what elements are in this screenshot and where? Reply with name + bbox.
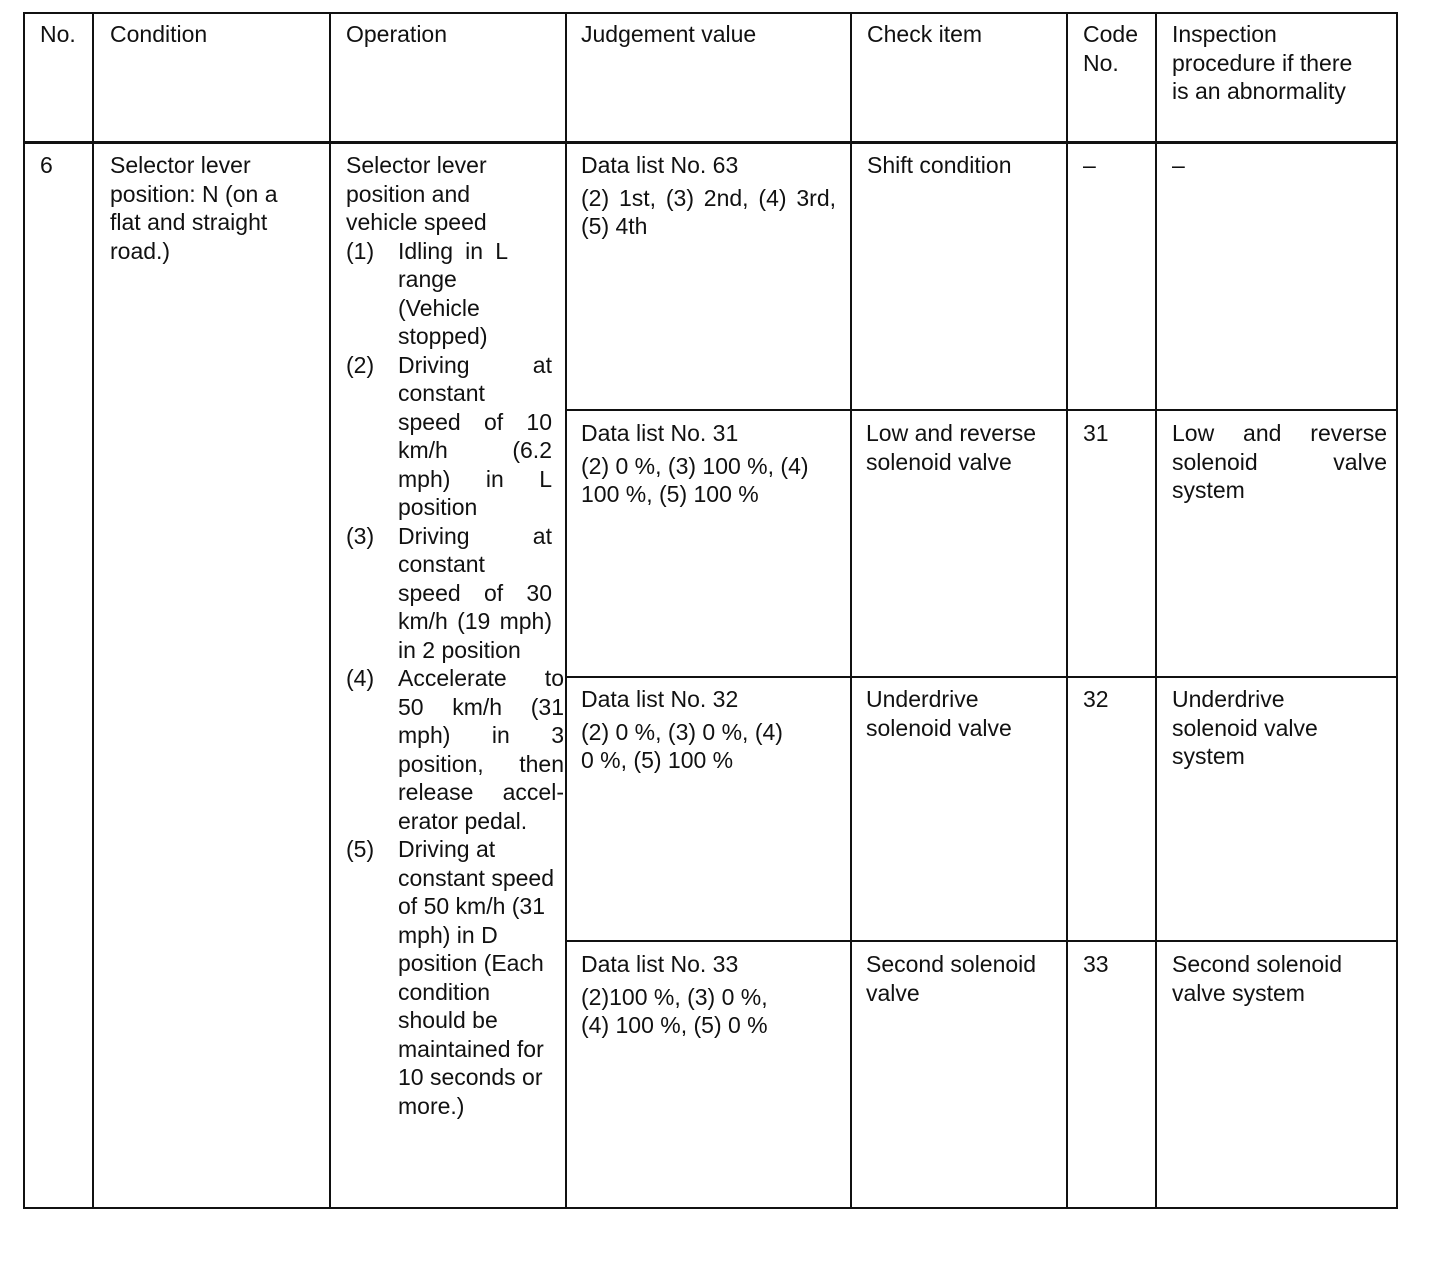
header-code-no: Code No. [1083, 21, 1138, 76]
operation-step-5 [346, 835, 562, 1120]
operation-step-1 [346, 237, 562, 351]
header-check-item: Check item [867, 21, 983, 47]
judgement-values: (2)100 %, (3) 0 %, (4) 100 %, (5) 0 % [581, 983, 768, 1038]
operation-step-number: (1) [346, 237, 375, 264]
header-divider [23, 141, 1398, 144]
col-divider-2 [329, 12, 331, 1209]
subrow-divider-1 [566, 409, 1398, 411]
subrow-divider-3 [566, 940, 1398, 942]
row-condition: Selector lever position: N (on a flat and straight road.) [110, 152, 278, 264]
operation-step-number: (5) [346, 836, 375, 862]
code-no-cell: 33 [1083, 951, 1109, 977]
col-divider-5 [1066, 12, 1068, 1209]
judgement-values: (2) 0 %, (3) 0 %, (4) 0 %, (5) 100 % [581, 718, 783, 773]
check-item-cell: Second solenoid valve [866, 951, 1037, 1006]
operation-step-text: Driving at constant speed of 30 km/h (19 mph) in 2 position [398, 522, 552, 663]
operation-step-number: (2) [346, 351, 375, 378]
code-no-cell: – [1083, 152, 1096, 178]
header-no: No. [40, 21, 76, 47]
header-operation: Operation [346, 21, 448, 47]
inspection-procedure-cell: – [1172, 152, 1185, 178]
operation-step-number: (4) [346, 665, 375, 691]
operation-intro: Selector lever position and vehicle speed [346, 152, 487, 235]
data-list-label: Data list No. 33 [581, 951, 739, 977]
judgement-value-cell [581, 685, 836, 775]
row-number: 6 [40, 152, 53, 178]
judgement-value-cell [581, 151, 836, 241]
check-item-cell: Underdrive solenoid valve [866, 686, 1012, 741]
header-judgement-value: Judgement value [581, 21, 757, 47]
inspection-procedure-cell: Underdrive solenoid valve system [1172, 686, 1318, 769]
code-no-cell: 31 [1083, 420, 1109, 446]
operation-step-3 [346, 522, 562, 665]
operation-cell [346, 151, 562, 1120]
judgement-value-cell [581, 950, 836, 1040]
check-item-cell: Low and reverse solenoid valve [866, 420, 1037, 475]
col-divider-6 [1155, 12, 1157, 1209]
header-condition: Condition [110, 21, 208, 47]
operation-step-text: Accelerate to 50 km/h (31 mph) in 3 position, then release accel-erator pedal. [398, 665, 564, 834]
col-divider-4 [850, 12, 852, 1209]
operation-step-4 [346, 664, 562, 835]
operation-step-text: Driving at constant speed of 50 km/h (31 mph) in D position (Each condition should be maintained for 10 seconds or more.) [398, 836, 555, 1119]
data-list-label: Data list No. 32 [581, 686, 739, 712]
data-list-label: Data list No. 31 [581, 420, 739, 446]
inspection-procedure-cell: Second solenoid valve system [1172, 951, 1343, 1006]
code-no-cell: 32 [1083, 686, 1109, 712]
judgement-values: (2) 1st, (3) 2nd, (4) 3rd, (5) 4th [581, 184, 836, 239]
subrow-divider-2 [566, 676, 1398, 678]
col-divider-3 [565, 12, 567, 1209]
judgement-value-cell [581, 419, 836, 509]
operation-step-2 [346, 351, 562, 522]
judgement-values: (2) 0 %, (3) 100 %, (4) 100 %, (5) 100 % [581, 452, 809, 507]
operation-step-text: Idling in L range (Vehicle stopped) [398, 237, 508, 349]
operation-step-number: (3) [346, 522, 375, 549]
col-divider-1 [92, 12, 94, 1209]
data-list-label: Data list No. 63 [581, 152, 739, 178]
inspection-procedure-cell: Low and reverse solenoid valve system [1172, 420, 1387, 503]
check-item-cell: Shift condition [867, 152, 1012, 178]
operation-step-text: Driving at constant speed of 10 km/h (6.2 mph) in L position [398, 351, 552, 520]
header-inspection-procedure: Inspection procedure if there is an abnormality [1172, 21, 1353, 104]
